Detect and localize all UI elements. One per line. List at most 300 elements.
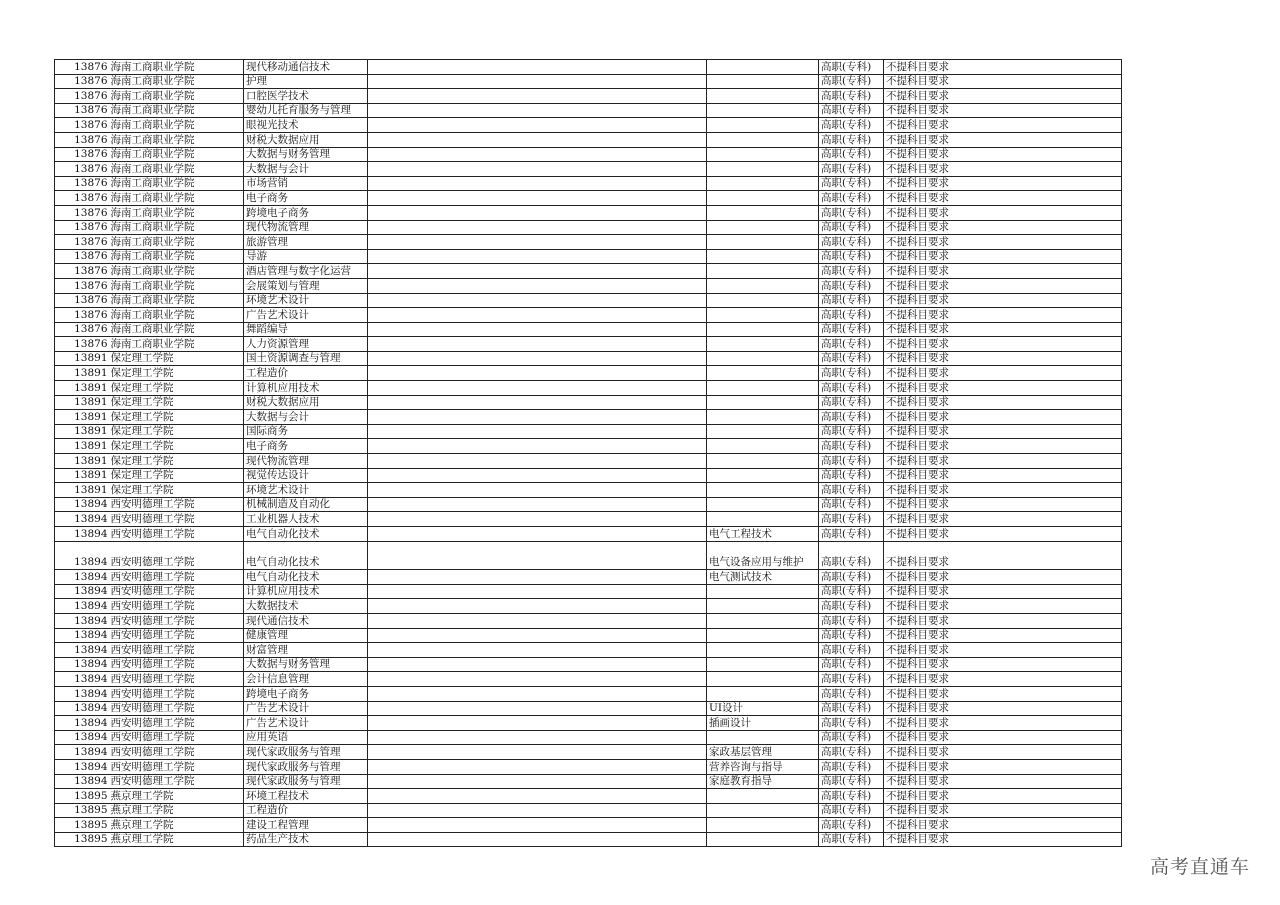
school-code-cell: 13894 xyxy=(55,657,109,672)
direction-cell xyxy=(707,657,819,672)
major-name-cell: 环境艺术设计 xyxy=(244,483,368,498)
table-row xyxy=(55,381,1122,396)
direction-cell: 家政基层管理 xyxy=(707,745,819,760)
major-name-cell: 工程造价 xyxy=(244,366,368,381)
blank-cell xyxy=(368,818,707,833)
school-name-cell: 保定理工学院 xyxy=(109,439,244,454)
table-row xyxy=(55,118,1122,133)
level-cell: 高职(专科) xyxy=(819,264,884,279)
subject-requirement-cell: 不提科目要求 xyxy=(884,613,1122,628)
school-name-cell: 西安明德理工学院 xyxy=(109,716,244,731)
subject-requirement-cell: 不提科目要求 xyxy=(884,832,1122,847)
table-row xyxy=(55,103,1122,118)
subject-requirement-cell: 不提科目要求 xyxy=(884,599,1122,614)
blank-cell xyxy=(368,439,707,454)
blank-cell xyxy=(368,483,707,498)
major-name-cell: 人力资源管理 xyxy=(244,337,368,352)
admissions-table xyxy=(54,59,1122,847)
major-name-cell: 现代家政服务与管理 xyxy=(244,759,368,774)
subject-requirement-cell: 不提科目要求 xyxy=(884,789,1122,804)
major-name-cell: 舞蹈编导 xyxy=(244,322,368,337)
direction-cell xyxy=(707,381,819,396)
level-cell: 高职(专科) xyxy=(819,599,884,614)
school-code-cell: 13894 xyxy=(55,774,109,789)
school-code-cell: 13876 xyxy=(55,220,109,235)
blank-cell xyxy=(368,512,707,527)
school-name-cell: 海南工商职业学院 xyxy=(109,322,244,337)
level-cell: 高职(专科) xyxy=(819,643,884,658)
school-name-cell: 西安明德理工学院 xyxy=(109,541,244,570)
school-code-cell: 13894 xyxy=(55,716,109,731)
table-row xyxy=(55,439,1122,454)
level-cell: 高职(专科) xyxy=(819,672,884,687)
direction-cell xyxy=(707,439,819,454)
subject-requirement-cell: 不提科目要求 xyxy=(884,483,1122,498)
level-cell: 高职(专科) xyxy=(819,322,884,337)
major-name-cell: 大数据与财务管理 xyxy=(244,147,368,162)
blank-cell xyxy=(368,249,707,264)
direction-cell xyxy=(707,584,819,599)
direction-cell xyxy=(707,74,819,89)
level-cell: 高职(专科) xyxy=(819,308,884,323)
school-code-cell: 13891 xyxy=(55,424,109,439)
blank-cell xyxy=(368,162,707,177)
table-row xyxy=(55,249,1122,264)
blank-cell xyxy=(368,264,707,279)
major-name-cell: 酒店管理与数字化运营 xyxy=(244,264,368,279)
table-row xyxy=(55,220,1122,235)
subject-requirement-cell: 不提科目要求 xyxy=(884,118,1122,133)
school-name-cell: 海南工商职业学院 xyxy=(109,118,244,133)
direction-cell: 电气设备应用与维护 xyxy=(707,541,819,570)
blank-cell xyxy=(368,584,707,599)
school-name-cell: 保定理工学院 xyxy=(109,395,244,410)
blank-cell xyxy=(368,701,707,716)
school-code-cell: 13894 xyxy=(55,672,109,687)
blank-cell xyxy=(368,308,707,323)
school-name-cell: 海南工商职业学院 xyxy=(109,205,244,220)
table-row xyxy=(55,468,1122,483)
subject-requirement-cell: 不提科目要求 xyxy=(884,686,1122,701)
blank-cell xyxy=(368,424,707,439)
direction-cell xyxy=(707,89,819,104)
school-code-cell: 13895 xyxy=(55,803,109,818)
subject-requirement-cell: 不提科目要求 xyxy=(884,527,1122,542)
subject-requirement-cell: 不提科目要求 xyxy=(884,541,1122,570)
school-name-cell: 西安明德理工学院 xyxy=(109,672,244,687)
major-name-cell: 计算机应用技术 xyxy=(244,381,368,396)
direction-cell xyxy=(707,176,819,191)
school-code-cell: 13876 xyxy=(55,235,109,250)
level-cell: 高职(专科) xyxy=(819,745,884,760)
blank-cell xyxy=(368,147,707,162)
school-code-cell: 13894 xyxy=(55,584,109,599)
blank-cell xyxy=(368,293,707,308)
major-name-cell: 大数据技术 xyxy=(244,599,368,614)
major-name-cell: 国际商务 xyxy=(244,424,368,439)
blank-cell xyxy=(368,351,707,366)
major-name-cell: 电气自动化技术 xyxy=(244,570,368,585)
level-cell: 高职(专科) xyxy=(819,483,884,498)
table-row xyxy=(55,147,1122,162)
table-row xyxy=(55,745,1122,760)
table-row xyxy=(55,191,1122,206)
major-name-cell: 财税大数据应用 xyxy=(244,132,368,147)
table-row xyxy=(55,803,1122,818)
blank-cell xyxy=(368,716,707,731)
subject-requirement-cell: 不提科目要求 xyxy=(884,89,1122,104)
level-cell: 高职(专科) xyxy=(819,351,884,366)
table-row xyxy=(55,832,1122,847)
table-row xyxy=(55,643,1122,658)
school-name-cell: 海南工商职业学院 xyxy=(109,89,244,104)
direction-cell xyxy=(707,628,819,643)
school-name-cell: 西安明德理工学院 xyxy=(109,759,244,774)
subject-requirement-cell: 不提科目要求 xyxy=(884,774,1122,789)
subject-requirement-cell: 不提科目要求 xyxy=(884,293,1122,308)
school-code-cell: 13876 xyxy=(55,249,109,264)
school-name-cell: 海南工商职业学院 xyxy=(109,162,244,177)
school-name-cell: 海南工商职业学院 xyxy=(109,308,244,323)
blank-cell xyxy=(368,410,707,425)
level-cell: 高职(专科) xyxy=(819,439,884,454)
school-name-cell: 西安明德理工学院 xyxy=(109,643,244,658)
direction-cell xyxy=(707,803,819,818)
school-name-cell: 燕京理工学院 xyxy=(109,832,244,847)
school-code-cell: 13894 xyxy=(55,497,109,512)
level-cell: 高职(专科) xyxy=(819,818,884,833)
major-name-cell: 现代家政服务与管理 xyxy=(244,774,368,789)
table-row xyxy=(55,89,1122,104)
major-name-cell: 大数据与财务管理 xyxy=(244,657,368,672)
table-row xyxy=(55,541,1122,570)
direction-cell xyxy=(707,264,819,279)
subject-requirement-cell: 不提科目要求 xyxy=(884,308,1122,323)
school-name-cell: 燕京理工学院 xyxy=(109,789,244,804)
school-code-cell: 13895 xyxy=(55,818,109,833)
major-name-cell: 应用英语 xyxy=(244,730,368,745)
table-row xyxy=(55,774,1122,789)
school-code-cell: 13876 xyxy=(55,293,109,308)
direction-cell xyxy=(707,497,819,512)
blank-cell xyxy=(368,672,707,687)
school-name-cell: 海南工商职业学院 xyxy=(109,176,244,191)
level-cell: 高职(专科) xyxy=(819,730,884,745)
direction-cell xyxy=(707,191,819,206)
table-row xyxy=(55,264,1122,279)
school-name-cell: 海南工商职业学院 xyxy=(109,249,244,264)
subject-requirement-cell: 不提科目要求 xyxy=(884,410,1122,425)
school-name-cell: 海南工商职业学院 xyxy=(109,74,244,89)
level-cell: 高职(专科) xyxy=(819,454,884,469)
blank-cell xyxy=(368,454,707,469)
level-cell: 高职(专科) xyxy=(819,716,884,731)
level-cell: 高职(专科) xyxy=(819,512,884,527)
subject-requirement-cell: 不提科目要求 xyxy=(884,701,1122,716)
school-name-cell: 海南工商职业学院 xyxy=(109,220,244,235)
school-name-cell: 海南工商职业学院 xyxy=(109,60,244,75)
school-name-cell: 西安明德理工学院 xyxy=(109,599,244,614)
direction-cell xyxy=(707,103,819,118)
table-row xyxy=(55,657,1122,672)
blank-cell xyxy=(368,278,707,293)
school-name-cell: 保定理工学院 xyxy=(109,483,244,498)
level-cell: 高职(专科) xyxy=(819,162,884,177)
major-name-cell: 广告艺术设计 xyxy=(244,308,368,323)
major-name-cell: 视觉传达设计 xyxy=(244,468,368,483)
school-name-cell: 西安明德理工学院 xyxy=(109,686,244,701)
blank-cell xyxy=(368,643,707,658)
school-name-cell: 燕京理工学院 xyxy=(109,818,244,833)
blank-cell xyxy=(368,337,707,352)
subject-requirement-cell: 不提科目要求 xyxy=(884,716,1122,731)
major-name-cell: 电子商务 xyxy=(244,439,368,454)
major-name-cell: 现代物流管理 xyxy=(244,454,368,469)
direction-cell xyxy=(707,832,819,847)
level-cell: 高职(专科) xyxy=(819,74,884,89)
subject-requirement-cell: 不提科目要求 xyxy=(884,205,1122,220)
school-code-cell: 13891 xyxy=(55,410,109,425)
subject-requirement-cell: 不提科目要求 xyxy=(884,818,1122,833)
table-row xyxy=(55,235,1122,250)
major-name-cell: 婴幼儿托育服务与管理 xyxy=(244,103,368,118)
table-row xyxy=(55,512,1122,527)
level-cell: 高职(专科) xyxy=(819,381,884,396)
blank-cell xyxy=(368,686,707,701)
subject-requirement-cell: 不提科目要求 xyxy=(884,176,1122,191)
major-name-cell: 大数据与会计 xyxy=(244,410,368,425)
school-code-cell: 13894 xyxy=(55,613,109,628)
direction-cell xyxy=(707,789,819,804)
blank-cell xyxy=(368,191,707,206)
school-code-cell: 13891 xyxy=(55,351,109,366)
table-row xyxy=(55,454,1122,469)
school-code-cell: 13876 xyxy=(55,278,109,293)
direction-cell xyxy=(707,147,819,162)
level-cell: 高职(专科) xyxy=(819,584,884,599)
subject-requirement-cell: 不提科目要求 xyxy=(884,147,1122,162)
subject-requirement-cell: 不提科目要求 xyxy=(884,643,1122,658)
direction-cell xyxy=(707,613,819,628)
school-code-cell: 13894 xyxy=(55,759,109,774)
subject-requirement-cell: 不提科目要求 xyxy=(884,381,1122,396)
level-cell: 高职(专科) xyxy=(819,424,884,439)
major-name-cell: 广告艺术设计 xyxy=(244,716,368,731)
blank-cell xyxy=(368,527,707,542)
school-name-cell: 西安明德理工学院 xyxy=(109,628,244,643)
table-row xyxy=(55,701,1122,716)
subject-requirement-cell: 不提科目要求 xyxy=(884,628,1122,643)
table-row xyxy=(55,322,1122,337)
major-name-cell: 电子商务 xyxy=(244,191,368,206)
table-row xyxy=(55,686,1122,701)
watermark-text: 高考直通车 xyxy=(1149,856,1250,878)
direction-cell xyxy=(707,162,819,177)
level-cell: 高职(专科) xyxy=(819,832,884,847)
blank-cell xyxy=(368,803,707,818)
table-row xyxy=(55,789,1122,804)
level-cell: 高职(专科) xyxy=(819,118,884,133)
direction-cell: 营养咨询与指导 xyxy=(707,759,819,774)
table-row xyxy=(55,483,1122,498)
direction-cell xyxy=(707,249,819,264)
direction-cell xyxy=(707,468,819,483)
major-name-cell: 护理 xyxy=(244,74,368,89)
blank-cell xyxy=(368,628,707,643)
direction-cell xyxy=(707,454,819,469)
table-row xyxy=(55,308,1122,323)
subject-requirement-cell: 不提科目要求 xyxy=(884,395,1122,410)
blank-cell xyxy=(368,322,707,337)
blank-cell xyxy=(368,381,707,396)
school-code-cell: 13876 xyxy=(55,74,109,89)
school-code-cell: 13894 xyxy=(55,745,109,760)
level-cell: 高职(专科) xyxy=(819,686,884,701)
major-name-cell: 会计信息管理 xyxy=(244,672,368,687)
school-code-cell: 13894 xyxy=(55,628,109,643)
major-name-cell: 眼视光技术 xyxy=(244,118,368,133)
table-row xyxy=(55,818,1122,833)
table-row xyxy=(55,672,1122,687)
level-cell: 高职(专科) xyxy=(819,278,884,293)
level-cell: 高职(专科) xyxy=(819,191,884,206)
direction-cell xyxy=(707,322,819,337)
level-cell: 高职(专科) xyxy=(819,337,884,352)
level-cell: 高职(专科) xyxy=(819,205,884,220)
table-row xyxy=(55,60,1122,75)
major-name-cell: 电气自动化技术 xyxy=(244,527,368,542)
level-cell: 高职(专科) xyxy=(819,803,884,818)
table-row xyxy=(55,497,1122,512)
table-row xyxy=(55,424,1122,439)
subject-requirement-cell: 不提科目要求 xyxy=(884,759,1122,774)
table-row xyxy=(55,132,1122,147)
school-code-cell: 13891 xyxy=(55,454,109,469)
table-row xyxy=(55,351,1122,366)
school-name-cell: 保定理工学院 xyxy=(109,454,244,469)
major-name-cell: 现代家政服务与管理 xyxy=(244,745,368,760)
level-cell: 高职(专科) xyxy=(819,89,884,104)
table-row xyxy=(55,759,1122,774)
school-name-cell: 燕京理工学院 xyxy=(109,803,244,818)
school-code-cell: 13876 xyxy=(55,176,109,191)
school-name-cell: 西安明德理工学院 xyxy=(109,584,244,599)
blank-cell xyxy=(368,220,707,235)
level-cell: 高职(专科) xyxy=(819,103,884,118)
subject-requirement-cell: 不提科目要求 xyxy=(884,424,1122,439)
school-name-cell: 保定理工学院 xyxy=(109,366,244,381)
subject-requirement-cell: 不提科目要求 xyxy=(884,278,1122,293)
school-name-cell: 西安明德理工学院 xyxy=(109,527,244,542)
school-code-cell: 13876 xyxy=(55,322,109,337)
major-name-cell: 计算机应用技术 xyxy=(244,584,368,599)
direction-cell: 家庭教育指导 xyxy=(707,774,819,789)
subject-requirement-cell: 不提科目要求 xyxy=(884,439,1122,454)
direction-cell xyxy=(707,730,819,745)
major-name-cell: 旅游管理 xyxy=(244,235,368,250)
major-name-cell: 跨境电子商务 xyxy=(244,205,368,220)
school-name-cell: 海南工商职业学院 xyxy=(109,147,244,162)
major-name-cell: 跨境电子商务 xyxy=(244,686,368,701)
level-cell: 高职(专科) xyxy=(819,527,884,542)
table-row xyxy=(55,570,1122,585)
blank-cell xyxy=(368,118,707,133)
blank-cell xyxy=(368,205,707,220)
level-cell: 高职(专科) xyxy=(819,235,884,250)
school-code-cell: 13894 xyxy=(55,512,109,527)
school-name-cell: 保定理工学院 xyxy=(109,381,244,396)
level-cell: 高职(专科) xyxy=(819,468,884,483)
major-name-cell: 健康管理 xyxy=(244,628,368,643)
direction-cell xyxy=(707,395,819,410)
blank-cell xyxy=(368,613,707,628)
blank-cell xyxy=(368,468,707,483)
school-code-cell: 13876 xyxy=(55,132,109,147)
school-code-cell: 13895 xyxy=(55,789,109,804)
major-name-cell: 大数据与会计 xyxy=(244,162,368,177)
blank-cell xyxy=(368,541,707,570)
direction-cell xyxy=(707,278,819,293)
subject-requirement-cell: 不提科目要求 xyxy=(884,745,1122,760)
school-code-cell: 13894 xyxy=(55,541,109,570)
school-code-cell: 13876 xyxy=(55,337,109,352)
blank-cell xyxy=(368,60,707,75)
subject-requirement-cell: 不提科目要求 xyxy=(884,74,1122,89)
subject-requirement-cell: 不提科目要求 xyxy=(884,322,1122,337)
table-row xyxy=(55,162,1122,177)
subject-requirement-cell: 不提科目要求 xyxy=(884,191,1122,206)
school-code-cell: 13894 xyxy=(55,599,109,614)
school-code-cell: 13894 xyxy=(55,643,109,658)
level-cell: 高职(专科) xyxy=(819,570,884,585)
school-code-cell: 13876 xyxy=(55,264,109,279)
blank-cell xyxy=(368,774,707,789)
direction-cell xyxy=(707,686,819,701)
school-code-cell: 13891 xyxy=(55,395,109,410)
subject-requirement-cell: 不提科目要求 xyxy=(884,657,1122,672)
level-cell: 高职(专科) xyxy=(819,657,884,672)
school-code-cell: 13876 xyxy=(55,147,109,162)
school-code-cell: 13894 xyxy=(55,686,109,701)
level-cell: 高职(专科) xyxy=(819,249,884,264)
major-name-cell: 口腔医学技术 xyxy=(244,89,368,104)
direction-cell xyxy=(707,235,819,250)
school-code-cell: 13876 xyxy=(55,162,109,177)
direction-cell: UI设计 xyxy=(707,701,819,716)
major-name-cell: 建设工程管理 xyxy=(244,818,368,833)
level-cell: 高职(专科) xyxy=(819,147,884,162)
school-name-cell: 海南工商职业学院 xyxy=(109,264,244,279)
school-name-cell: 西安明德理工学院 xyxy=(109,657,244,672)
level-cell: 高职(专科) xyxy=(819,759,884,774)
subject-requirement-cell: 不提科目要求 xyxy=(884,162,1122,177)
level-cell: 高职(专科) xyxy=(819,774,884,789)
school-name-cell: 海南工商职业学院 xyxy=(109,337,244,352)
blank-cell xyxy=(368,366,707,381)
direction-cell xyxy=(707,60,819,75)
major-name-cell: 现代物流管理 xyxy=(244,220,368,235)
school-name-cell: 保定理工学院 xyxy=(109,410,244,425)
school-name-cell: 西安明德理工学院 xyxy=(109,497,244,512)
table-row xyxy=(55,613,1122,628)
school-code-cell: 13891 xyxy=(55,483,109,498)
subject-requirement-cell: 不提科目要求 xyxy=(884,803,1122,818)
table-row xyxy=(55,599,1122,614)
school-code-cell: 13876 xyxy=(55,103,109,118)
level-cell: 高职(专科) xyxy=(819,60,884,75)
school-name-cell: 海南工商职业学院 xyxy=(109,293,244,308)
subject-requirement-cell: 不提科目要求 xyxy=(884,220,1122,235)
